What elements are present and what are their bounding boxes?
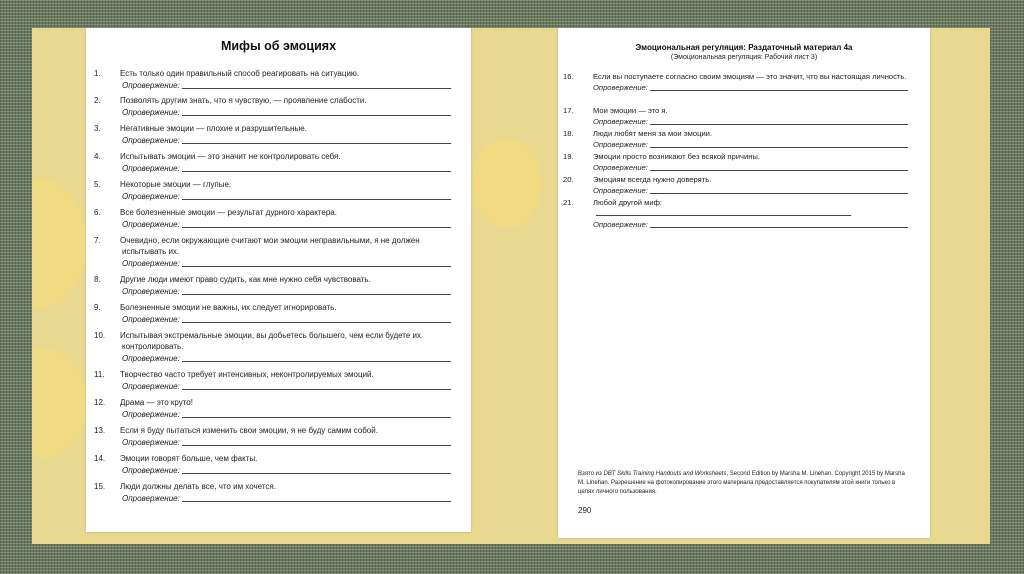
rebuttal-answer-line[interactable] bbox=[650, 227, 908, 228]
item-text: Если вы поступаете согласно своим эмоциям — это значит, что вы настоящая личность. bbox=[593, 72, 907, 81]
item-number: 10. bbox=[94, 331, 106, 340]
item-text: Негативные эмоции — плохие и разрушительные. bbox=[120, 124, 307, 133]
list-item bbox=[563, 152, 908, 173]
item-text: Испытывая экстремальные эмоции, вы добьетесь большего, чем если будете их контролировать. bbox=[120, 331, 422, 351]
rebuttal-answer-line[interactable] bbox=[182, 473, 451, 474]
footer-book-title: DBT Skills Training Handouts and Worksheets bbox=[603, 471, 727, 477]
item-number: 2. bbox=[94, 96, 101, 105]
rebuttal-label: Опровержение: bbox=[122, 466, 180, 475]
rebuttal-answer-line[interactable] bbox=[182, 171, 451, 172]
list-item bbox=[563, 129, 908, 150]
list-item bbox=[94, 207, 451, 230]
rebuttal-label: Опровержение: bbox=[593, 140, 648, 149]
list-item bbox=[94, 425, 451, 448]
background-emoji-decoration bbox=[472, 138, 542, 228]
page-title: Мифы об эмоциях bbox=[220, 39, 337, 53]
item-number: 12. bbox=[94, 398, 106, 407]
right-page bbox=[558, 28, 930, 538]
item-number: 8. bbox=[94, 275, 101, 284]
copyright-footer bbox=[578, 470, 908, 497]
item-text: Некоторые эмоции — глупые. bbox=[120, 180, 232, 189]
rebuttal-answer-line[interactable] bbox=[650, 90, 908, 91]
rebuttal-label: Опровержение: bbox=[593, 117, 648, 126]
rebuttal-label: Опровержение: bbox=[122, 410, 180, 419]
rebuttal-answer-line[interactable] bbox=[182, 266, 451, 267]
list-item bbox=[94, 123, 451, 146]
item-text: Испытывать эмоции — это значит не контролировать себя. bbox=[120, 152, 341, 161]
item-text: Другие люди имеют право судить, как мне нужно себя чувствовать. bbox=[120, 275, 371, 284]
rebuttal-answer-line[interactable] bbox=[182, 115, 451, 116]
rebuttal-answer-line[interactable] bbox=[182, 501, 451, 502]
footer-text: , Second Edition by Marsha M. Linehan. Copyright 2015 by Marsha M. Linehan. Разрешение на фотокопирование этого материала предоставляется покупателям этой книги только в целях личного пользования. bbox=[578, 471, 905, 495]
list-item bbox=[563, 175, 908, 196]
rebuttal-label: Опровержение: bbox=[122, 259, 180, 268]
item-text: Творчество часто требует интенсивных, неконтролируемых эмоций. bbox=[120, 370, 374, 379]
item-text: Люди любят меня за мои эмоции. bbox=[593, 129, 713, 138]
list-item bbox=[94, 397, 451, 420]
list-item bbox=[94, 68, 451, 91]
rebuttal-label: Опровержение: bbox=[122, 354, 180, 363]
rebuttal-answer-line[interactable] bbox=[182, 417, 451, 418]
footer-prefix: Взято из bbox=[578, 471, 602, 477]
handout-subtitle: (Эмоциональная регуляция: Рабочий лист 3) bbox=[670, 54, 818, 61]
rebuttal-answer-line[interactable] bbox=[182, 227, 451, 228]
rebuttal-answer-line[interactable] bbox=[182, 294, 451, 295]
item-text: Болезненные эмоции не важны, их следует игнорировать. bbox=[120, 303, 337, 312]
rebuttal-label: Опровержение: bbox=[122, 108, 180, 117]
item-number: 9. bbox=[94, 303, 101, 312]
slide bbox=[32, 28, 990, 544]
rebuttal-label: Опровержение: bbox=[122, 494, 180, 503]
handout-header bbox=[558, 43, 930, 63]
item-text: Драма — это круто! bbox=[120, 398, 193, 407]
rebuttal-label: Опровержение: bbox=[593, 83, 648, 92]
item-text: Есть только один правильный способ реагировать на ситуацию. bbox=[120, 69, 360, 78]
rebuttal-answer-line[interactable] bbox=[182, 389, 451, 390]
item-number: 16. bbox=[563, 72, 574, 81]
list-item bbox=[563, 106, 908, 127]
item-number: 5. bbox=[94, 180, 101, 189]
rebuttal-answer-line[interactable] bbox=[650, 124, 908, 125]
list-item bbox=[94, 151, 451, 174]
item-text: Эмоции говорят больше, чем факты. bbox=[120, 454, 258, 463]
list-item bbox=[94, 453, 451, 476]
item-text: Все болезненные эмоции — результат дурного характера. bbox=[120, 208, 337, 217]
list-item bbox=[94, 481, 451, 504]
item-number: 4. bbox=[94, 152, 101, 161]
rebuttal-label: Опровержение: bbox=[122, 382, 180, 391]
rebuttal-answer-line[interactable] bbox=[650, 147, 908, 148]
rebuttal-answer-line[interactable] bbox=[182, 361, 451, 362]
rebuttal-answer-line[interactable] bbox=[182, 143, 451, 144]
item-text: Эмоции просто возникают без всякой причины. bbox=[593, 152, 760, 161]
item-number: 18. bbox=[563, 129, 574, 138]
rebuttal-label: Опровержение: bbox=[122, 192, 180, 201]
item-text: Любой другой миф: bbox=[593, 198, 662, 207]
list-item bbox=[94, 302, 451, 325]
list-item bbox=[94, 95, 451, 118]
list-item bbox=[563, 72, 908, 93]
left-page bbox=[86, 28, 471, 532]
list-item bbox=[563, 198, 908, 230]
item-number: 21. bbox=[563, 198, 574, 207]
rebuttal-label: Опровержение: bbox=[122, 136, 180, 145]
item-text: Если я буду пытаться изменить свои эмоции, я не буду самим собой. bbox=[120, 426, 378, 435]
rebuttal-label: Опровержение: bbox=[122, 220, 180, 229]
item-number: 14. bbox=[94, 454, 106, 463]
item-number: 11. bbox=[94, 370, 105, 379]
other-myth-line[interactable] bbox=[596, 208, 851, 216]
item-number: 13. bbox=[94, 426, 106, 435]
item-text: Позволять другим знать, что я чувствую, — проявление слабости. bbox=[120, 96, 367, 105]
item-number: 19. bbox=[563, 152, 574, 161]
rebuttal-answer-line[interactable] bbox=[650, 193, 908, 194]
item-number: 1. bbox=[94, 69, 101, 78]
rebuttal-label: Опровержение: bbox=[122, 438, 180, 447]
rebuttal-label: Опровержение: bbox=[593, 220, 648, 229]
list-item bbox=[94, 274, 451, 297]
page-number: 290 bbox=[578, 506, 592, 515]
background-emoji-decoration bbox=[32, 348, 87, 458]
item-text: Люди должны делать все, что им хочется. bbox=[120, 482, 276, 491]
rebuttal-label: Опровержение: bbox=[122, 287, 180, 296]
rebuttal-answer-line[interactable] bbox=[650, 170, 908, 171]
item-number: 20. bbox=[563, 175, 574, 184]
rebuttal-label: Опровержение: bbox=[122, 81, 180, 90]
background-emoji-decoration bbox=[32, 178, 87, 308]
item-number: 15. bbox=[94, 482, 106, 491]
rebuttal-label: Опровержение: bbox=[593, 163, 648, 172]
item-text: Мои эмоции — это я. bbox=[593, 106, 668, 115]
item-number: 7. bbox=[94, 236, 101, 245]
handout-title: Эмоциональная регуляция: Раздаточный материал 4а bbox=[635, 43, 853, 52]
list-item bbox=[94, 330, 451, 364]
rebuttal-answer-line[interactable] bbox=[182, 322, 451, 323]
rebuttal-answer-line[interactable] bbox=[182, 88, 451, 89]
list-item bbox=[94, 369, 451, 392]
rebuttal-label: Опровержение: bbox=[122, 164, 180, 173]
list-item bbox=[94, 179, 451, 202]
item-text: Очевидно, если окружающие считают мои эмоции неправильными, я не должен испытывать их. bbox=[120, 236, 420, 256]
item-text: Эмоциям всегда нужно доверять. bbox=[593, 175, 712, 184]
item-number: 17. bbox=[563, 106, 574, 115]
rebuttal-label: Опровержение: bbox=[122, 315, 180, 324]
item-number: 6. bbox=[94, 208, 101, 217]
rebuttal-answer-line[interactable] bbox=[182, 199, 451, 200]
rebuttal-answer-line[interactable] bbox=[182, 445, 451, 446]
item-number: 3. bbox=[94, 124, 101, 133]
list-item bbox=[94, 235, 451, 269]
rebuttal-label: Опровержение: bbox=[593, 186, 648, 195]
